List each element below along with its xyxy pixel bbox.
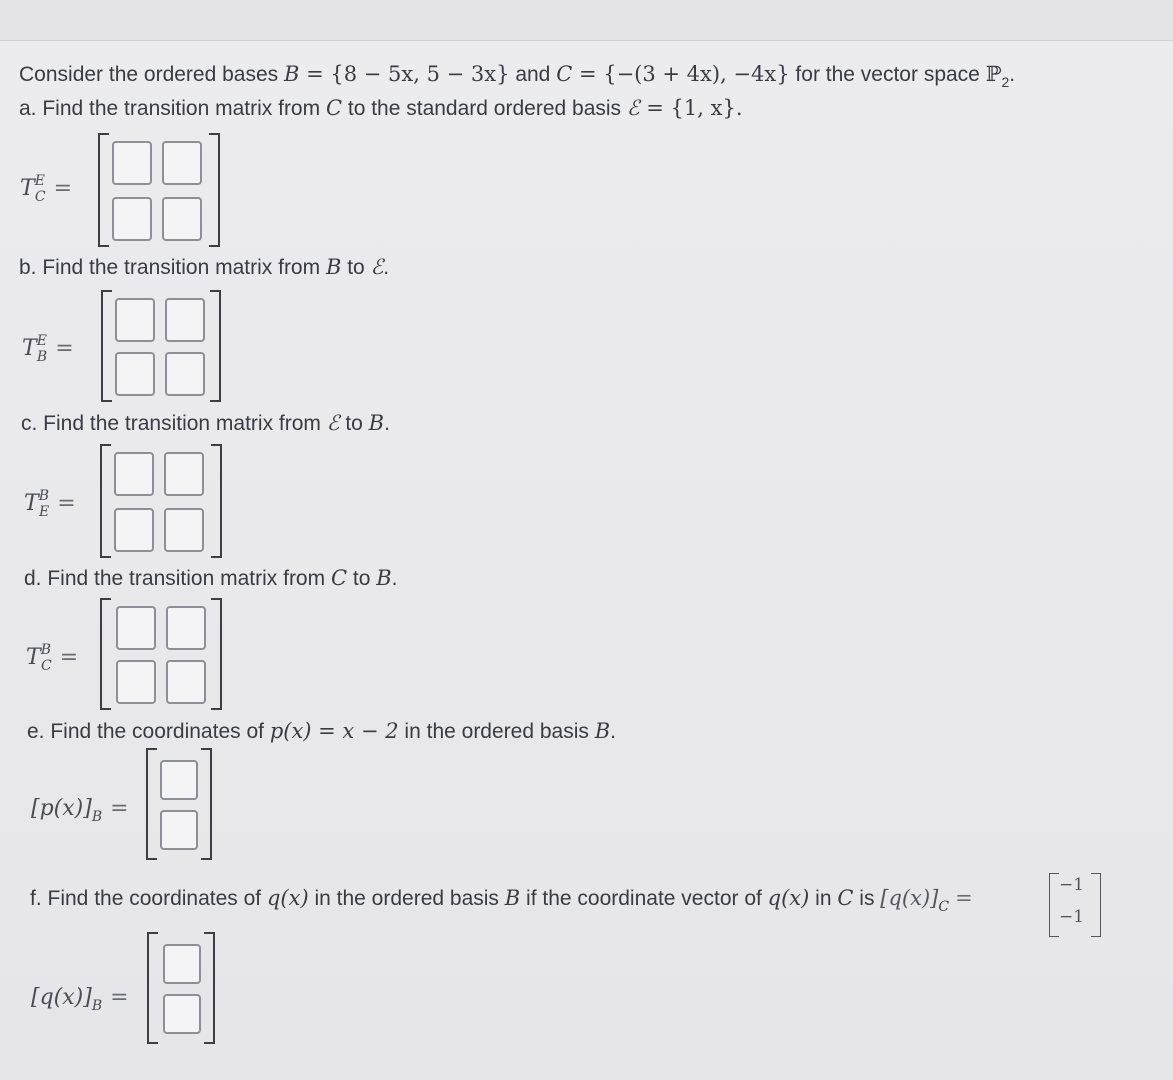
part-f-basis: B [504, 886, 521, 910]
matrix-a-cell-21[interactable] [112, 197, 152, 241]
part-d-to: B [376, 566, 392, 590]
part-f-mid: in the ordered basis [308, 887, 505, 910]
part-c-from: ℰ [326, 411, 340, 435]
right-bracket [1091, 873, 1101, 937]
matrix-c-cell-12[interactable] [164, 452, 204, 496]
basis-C-symbol: C [556, 62, 573, 86]
matrix-d-cell-12[interactable] [166, 606, 206, 650]
matrix-d-cell-21[interactable] [116, 660, 156, 704]
part-b-lhs-T: T [22, 336, 37, 361]
part-c-mid: to [339, 412, 369, 435]
part-c-lhs [24, 488, 76, 520]
equals-sign: = [57, 491, 76, 516]
part-c-tail: . [384, 412, 390, 435]
matrix-b-cell-11[interactable] [115, 298, 155, 342]
left-bracket [147, 932, 158, 1044]
part-a-from: C [325, 96, 343, 120]
part-d-question [24, 566, 398, 591]
part-b-lhs [22, 333, 74, 365]
equals-sign: = [55, 336, 74, 361]
part-d-lhs-sup: B [40, 642, 51, 658]
intro-lead: Consider the ordered bases [19, 63, 284, 86]
right-bracket [204, 932, 215, 1044]
part-f-mid2: if the coordinate vector of [520, 887, 768, 910]
part-b-from: B [325, 255, 342, 279]
equals-sign: = [59, 645, 79, 670]
part-b-lhs-sup: E [36, 333, 47, 349]
matrix-a [98, 133, 220, 247]
intro-and: and [509, 63, 557, 86]
basis-B-set: = {8 − 5x, 5 − 3x} [299, 62, 510, 86]
part-b-question [19, 255, 389, 280]
part-f-C: C [837, 886, 854, 910]
intro-line [19, 62, 1016, 90]
part-d-text: d. Find the transition matrix from [24, 567, 331, 590]
matrix-c-cell-21[interactable] [114, 508, 154, 552]
matrix-b [101, 290, 221, 402]
part-e-expression: p(x) = x − 2 [269, 719, 399, 743]
right-bracket [211, 444, 222, 558]
equals-sign: = [955, 886, 973, 910]
left-bracket [100, 444, 111, 558]
left-bracket [98, 133, 109, 247]
matrix-b-cell-12[interactable] [165, 298, 205, 342]
part-f-lhs-sub: B [91, 998, 103, 1014]
vector-e-cell-2[interactable] [160, 810, 198, 850]
part-e-basis: B [594, 719, 611, 743]
part-e-tail: . [610, 720, 616, 743]
vector-f-cell-1[interactable] [163, 944, 201, 984]
part-a-lhs-sub: C [34, 189, 46, 205]
part-f-question [30, 886, 973, 915]
part-e-lhs [31, 796, 129, 825]
matrix-d-cell-22[interactable] [166, 660, 206, 704]
matrix-c-cell-22[interactable] [164, 508, 204, 552]
part-f-text: f. Find the coordinates of [30, 887, 267, 910]
vector-f-cell-2[interactable] [163, 994, 201, 1034]
part-b-tail: . [383, 256, 390, 279]
part-f-q: q(x) [266, 886, 309, 910]
vector-e [146, 748, 212, 860]
part-c-question [21, 411, 390, 436]
part-f-q2: q(x) [767, 886, 810, 910]
left-bracket [146, 748, 157, 860]
intro-for: for the vector space [789, 63, 986, 86]
right-bracket [211, 598, 222, 710]
space-P-symbol: ℙ [985, 62, 1002, 86]
right-bracket [210, 290, 221, 402]
matrix-a-cell-22[interactable] [162, 197, 202, 241]
basis-C-set: = {−(3 + 4x), −4x} [572, 62, 790, 86]
part-a-lhs-sup: E [34, 173, 45, 189]
right-bracket [209, 133, 220, 247]
part-d-tail: . [391, 567, 398, 590]
part-d-lhs [26, 642, 79, 674]
equals-sign: = [110, 985, 129, 1010]
part-a-tail: = {1, x}. [639, 96, 743, 120]
part-a-text: a. Find the transition matrix from [19, 97, 326, 120]
part-f-lhs-vector: [q(x)] [31, 985, 92, 1010]
vector-f [147, 932, 215, 1044]
part-f-lhs [31, 985, 129, 1014]
part-a-to: ℰ [626, 96, 640, 120]
part-b-lhs-sub: B [36, 349, 48, 365]
given-vector-entry-2: −1 [1059, 907, 1085, 927]
matrix-c-cell-11[interactable] [114, 452, 154, 496]
part-b-mid: to [341, 256, 371, 279]
part-c-lhs-T: T [24, 491, 39, 516]
given-vector-entry-1: −1 [1059, 875, 1085, 895]
matrix-d-cell-11[interactable] [116, 606, 156, 650]
part-e-lhs-sub: B [91, 809, 103, 825]
part-f-in: in [809, 887, 838, 910]
right-bracket [201, 748, 212, 860]
space-P-subscript: 2 [1001, 74, 1010, 90]
matrix-d [100, 598, 222, 710]
part-d-mid: to [347, 567, 377, 590]
part-b-text: b. Find the transition matrix from [19, 256, 326, 279]
part-a-lhs-T: T [20, 176, 35, 201]
left-bracket [101, 290, 112, 402]
matrix-a-cell-11[interactable] [112, 141, 152, 185]
part-d-lhs-sub: C [40, 658, 52, 674]
part-f-given-lhs: [q(x)] [880, 886, 939, 910]
equals-sign: = [53, 176, 73, 201]
part-e-text: e. Find the coordinates of [27, 720, 270, 743]
part-c-to: B [368, 411, 385, 435]
part-d-lhs-T: T [26, 645, 41, 670]
part-f-given-sub: C [938, 899, 950, 915]
part-c-lhs-sub: E [38, 504, 50, 520]
part-c-lhs-sup: B [38, 488, 49, 504]
matrix-b-cell-21[interactable] [115, 352, 155, 396]
part-a-question [19, 96, 743, 121]
basis-B-symbol: B [284, 62, 300, 86]
part-f-is: is [853, 887, 881, 910]
part-d-from: C [330, 566, 348, 590]
matrix-c [100, 444, 222, 558]
part-e-mid: in the ordered basis [398, 720, 595, 743]
part-e-lhs-vector: [p(x)] [31, 796, 92, 821]
left-bracket [100, 598, 111, 710]
equals-sign: = [110, 796, 129, 821]
given-vector [1049, 873, 1101, 937]
intro-period: . [1009, 63, 1016, 86]
part-a-mid: to the standard ordered basis [342, 97, 627, 120]
part-c-text: c. Find the transition matrix from [21, 412, 327, 435]
part-e-question [27, 719, 616, 744]
vector-e-cell-1[interactable] [160, 760, 198, 800]
part-a-lhs [20, 173, 73, 205]
matrix-b-cell-22[interactable] [165, 352, 205, 396]
part-b-to: ℰ [370, 255, 384, 279]
top-bar [0, 0, 1173, 41]
matrix-a-cell-12[interactable] [162, 141, 202, 185]
left-bracket [1049, 873, 1059, 937]
